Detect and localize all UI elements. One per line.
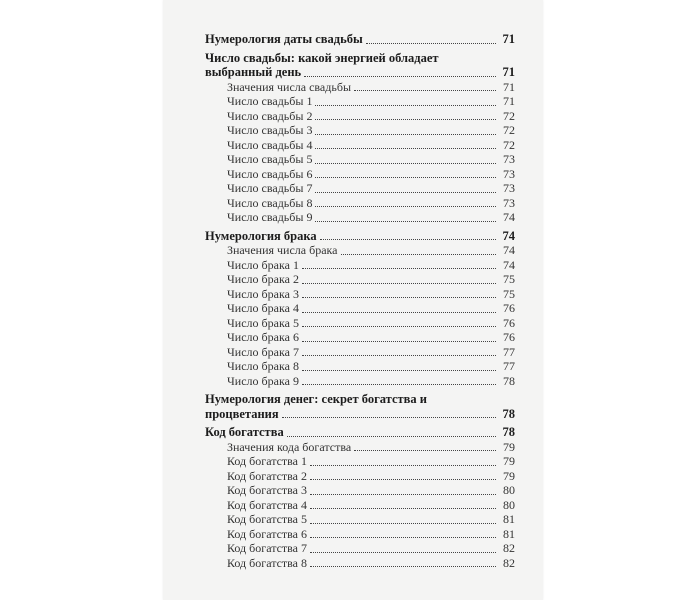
- dot-leader: [310, 537, 496, 538]
- toc-page-number: 71: [502, 65, 515, 79]
- toc-page-number: 73: [503, 166, 515, 181]
- toc-subentry-title: Код богатства 4: [227, 497, 308, 512]
- dot-leader: [315, 177, 496, 178]
- toc-page-number: 74: [502, 228, 515, 243]
- toc-subentry: [205, 541, 515, 556]
- toc-page-number: 77: [503, 344, 515, 359]
- toc-entry-title: Код богатства: [205, 425, 284, 439]
- toc-subentry-title: Значения числа брака: [227, 243, 338, 257]
- dot-leader: [302, 370, 496, 371]
- toc-subentry-title: Код богатства 2: [227, 468, 308, 483]
- dot-leader: [315, 163, 496, 164]
- toc-page-number: 79: [503, 439, 515, 454]
- dot-leader: [310, 508, 496, 509]
- dot-leader: [302, 283, 496, 284]
- toc-subentry-title: Число брака 2: [227, 272, 299, 286]
- toc-page-number: 75: [503, 286, 515, 301]
- dot-leader: [302, 341, 496, 342]
- dot-leader: [287, 436, 496, 437]
- dot-leader: [310, 566, 496, 567]
- dot-leader: [310, 523, 496, 524]
- toc-page-number: 76: [503, 315, 515, 330]
- toc-subentry-title: Число брака 7: [227, 344, 299, 359]
- toc-page-number: 78: [502, 425, 515, 439]
- toc-entry-title-line2: процветания: [205, 406, 279, 421]
- toc-subentry-title: Число брака 5: [227, 315, 299, 330]
- dot-leader: [302, 326, 496, 327]
- toc-page-number: 81: [503, 526, 515, 541]
- dot-leader: [315, 221, 496, 222]
- toc-page-number: 76: [503, 301, 515, 315]
- dot-leader: [302, 384, 496, 385]
- toc-page-number: 72: [503, 108, 515, 123]
- dot-leader: [282, 417, 496, 418]
- toc-subentry-title: Значения числа свадьбы: [227, 79, 352, 94]
- dot-leader: [315, 148, 496, 149]
- toc-subentry-title: Число брака 3: [227, 286, 299, 301]
- toc-entry-title: Нумерология брака: [205, 228, 317, 243]
- dot-leader: [315, 105, 496, 106]
- toc-subentry: [205, 94, 515, 109]
- toc-page-number: 77: [503, 359, 515, 373]
- dot-leader: [304, 76, 496, 77]
- toc-subentry-title: Число свадьбы 4: [227, 137, 313, 152]
- toc-entry-wedding-number: [205, 51, 515, 80]
- toc-page-number: 82: [503, 541, 515, 555]
- dot-leader: [310, 494, 496, 495]
- toc-subentry: [205, 483, 515, 498]
- toc-page-number: 74: [503, 257, 515, 272]
- toc-subentry-title: Число свадьбы 7: [227, 181, 313, 195]
- toc-entry-title-line2: выбранный день: [205, 65, 302, 79]
- toc-subentry: [205, 167, 515, 182]
- toc-subentry: [205, 80, 515, 95]
- toc-page-number: 73: [503, 181, 515, 195]
- toc-subentry-title: Код богатства 5: [227, 512, 308, 526]
- toc-subentry-title: Число свадьбы 9: [227, 210, 313, 224]
- toc-entry-title: Нумерология даты свадьбы: [205, 32, 363, 46]
- toc-subentry: [205, 210, 515, 225]
- toc-page-number: 76: [503, 330, 515, 344]
- toc-subentry-title: Число свадьбы 6: [227, 166, 313, 181]
- table-of-contents: [205, 32, 515, 570]
- toc-sublist-wealth-code: [205, 440, 515, 571]
- toc-page-number: 78: [502, 406, 515, 421]
- toc-subentry-title: Число свадьбы 8: [227, 195, 313, 210]
- toc-page-number: 82: [503, 555, 515, 570]
- toc-page-number: 71: [503, 94, 515, 108]
- dot-leader: [310, 479, 496, 480]
- toc-page-number: 79: [503, 468, 515, 483]
- toc-subentry: [205, 440, 515, 455]
- toc-subentry: [205, 556, 515, 571]
- toc-subentry-title: Код богатства 7: [227, 541, 308, 555]
- toc-page-number: 80: [503, 497, 515, 512]
- toc-page-number: 75: [503, 272, 515, 286]
- toc-subentry-title: Число свадьбы 5: [227, 152, 313, 166]
- toc-subentry: [205, 374, 515, 389]
- toc-subentry-title: Число брака 1: [227, 257, 299, 272]
- toc-subentry: [205, 181, 515, 196]
- toc-sublist-marriage: [205, 243, 515, 388]
- toc-entry-wealth-code: [205, 425, 515, 440]
- toc-page-number: 71: [503, 79, 515, 94]
- toc-page-number: 72: [503, 137, 515, 152]
- toc-subentry: [205, 123, 515, 138]
- toc-subentry: [205, 152, 515, 167]
- dot-leader: [341, 254, 496, 255]
- toc-page-number: 73: [503, 195, 515, 210]
- dot-leader: [310, 552, 496, 553]
- toc-subentry: [205, 196, 515, 211]
- toc-subentry: [205, 243, 515, 258]
- toc-subentry: [205, 109, 515, 124]
- toc-subentry: [205, 287, 515, 302]
- toc-subentry: [205, 498, 515, 513]
- toc-subentry-title: Число свадьбы 2: [227, 108, 313, 123]
- toc-subentry-title: Код богатства 8: [227, 555, 308, 570]
- toc-page-number: 74: [503, 243, 515, 257]
- dot-leader: [354, 450, 496, 451]
- toc-subentry: [205, 454, 515, 469]
- toc-subentry: [205, 330, 515, 345]
- toc-subentry-title: Код богатства 6: [227, 526, 308, 541]
- toc-subentry: [205, 469, 515, 484]
- toc-entry-marriage: [205, 229, 515, 244]
- toc-page-number: 78: [503, 373, 515, 388]
- toc-sublist-wedding-number: [205, 80, 515, 225]
- toc-subentry: [205, 316, 515, 331]
- toc-page-number: 71: [502, 32, 515, 46]
- toc-page-number: 80: [503, 483, 515, 497]
- toc-subentry: [205, 512, 515, 527]
- toc-subentry: [205, 301, 515, 316]
- dot-leader: [315, 134, 496, 135]
- dot-leader: [315, 206, 496, 207]
- dot-leader: [320, 239, 496, 240]
- toc-subentry: [205, 258, 515, 273]
- toc-entry-title-line1: Нумерология денег: секрет богатства и: [205, 392, 427, 406]
- toc-page-number: 79: [503, 454, 515, 468]
- toc-subentry-title: Число брака 6: [227, 330, 299, 344]
- toc-subentry-title: Значения кода богатства: [227, 439, 352, 454]
- dot-leader: [315, 119, 496, 120]
- toc-subentry-title: Число свадьбы 3: [227, 123, 313, 137]
- toc-page-number: 81: [503, 512, 515, 526]
- toc-subentry-title: Число брака 4: [227, 301, 299, 315]
- toc-subentry-title: Число брака 9: [227, 373, 299, 388]
- dot-leader: [310, 465, 496, 466]
- dot-leader: [366, 43, 496, 44]
- toc-subentry-title: Число свадьбы 1: [227, 94, 313, 108]
- dot-leader: [302, 268, 496, 269]
- dot-leader: [302, 297, 496, 298]
- toc-page-number: 72: [503, 123, 515, 137]
- dot-leader: [302, 355, 496, 356]
- toc-page-number: 74: [503, 210, 515, 224]
- toc-subentry: [205, 345, 515, 360]
- toc-subentry: [205, 527, 515, 542]
- toc-subentry-title: Код богатства 3: [227, 483, 308, 497]
- toc-subentry: [205, 138, 515, 153]
- toc-entry-title-line1: Число свадьбы: какой энергией обладает: [205, 50, 439, 65]
- dot-leader: [315, 192, 496, 193]
- toc-entry-wedding-date: [205, 32, 515, 47]
- toc-entry-money: [205, 392, 515, 421]
- toc-subentry-title: Код богатства 1: [227, 454, 308, 468]
- toc-subentry-title: Число брака 8: [227, 359, 299, 373]
- dot-leader: [354, 90, 496, 91]
- dot-leader: [302, 312, 496, 313]
- toc-page-number: 73: [503, 152, 515, 166]
- toc-subentry: [205, 359, 515, 374]
- toc-subentry: [205, 272, 515, 287]
